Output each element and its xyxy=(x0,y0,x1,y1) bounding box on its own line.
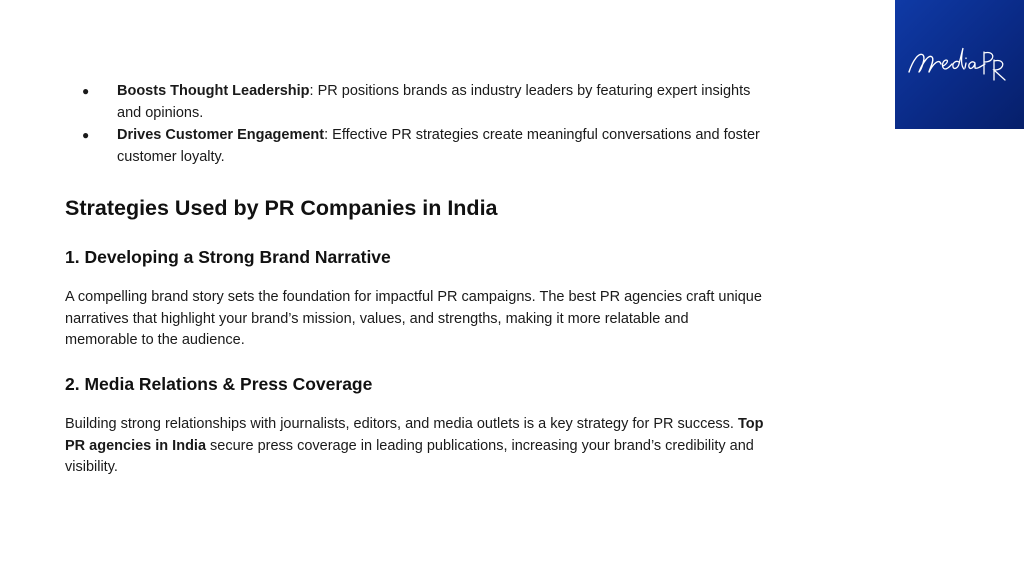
section-title: Strategies Used by PR Companies in India xyxy=(65,196,498,220)
bullet-icon: ● xyxy=(82,128,90,142)
list-item xyxy=(65,80,765,124)
bullet-bold: Boosts Thought Leadership xyxy=(117,83,310,99)
bullet-icon: ● xyxy=(82,84,90,98)
subsection-heading: 1. Developing a Strong Brand Narrative xyxy=(65,247,391,267)
body-text: Building strong relationships with journalists, editors, and media outlets is a key strategy for PR success. xyxy=(65,416,738,432)
subsection-heading: 2. Media Relations & Press Coverage xyxy=(65,374,373,394)
media-pr-logo-mark xyxy=(895,0,1024,129)
body-text: secure press coverage in leading publications, increasing your brand’s credibility and visibility. xyxy=(65,437,754,476)
list-item xyxy=(65,124,765,168)
bullet-text: : Effective PR strategies create meaningful conversations and foster customer loyalty. xyxy=(117,127,760,165)
subsection-body: A compelling brand story sets the foundation for impactful PR campaigns. The best PR agencies craft unique narratives that highlight your brand’s mission, values, and strengths, making it more relatable and memorable to the audience. xyxy=(65,289,762,349)
body-bold: Top PR agencies in India xyxy=(65,416,764,454)
benefits-list xyxy=(65,80,765,168)
bullet-text: : PR positions brands as industry leaders by featuring expert insights and opinions. xyxy=(117,83,751,121)
bullet-bold: Drives Customer Engagement xyxy=(117,127,325,143)
media-pr-logo xyxy=(895,0,1024,129)
subsection-body xyxy=(65,414,765,479)
